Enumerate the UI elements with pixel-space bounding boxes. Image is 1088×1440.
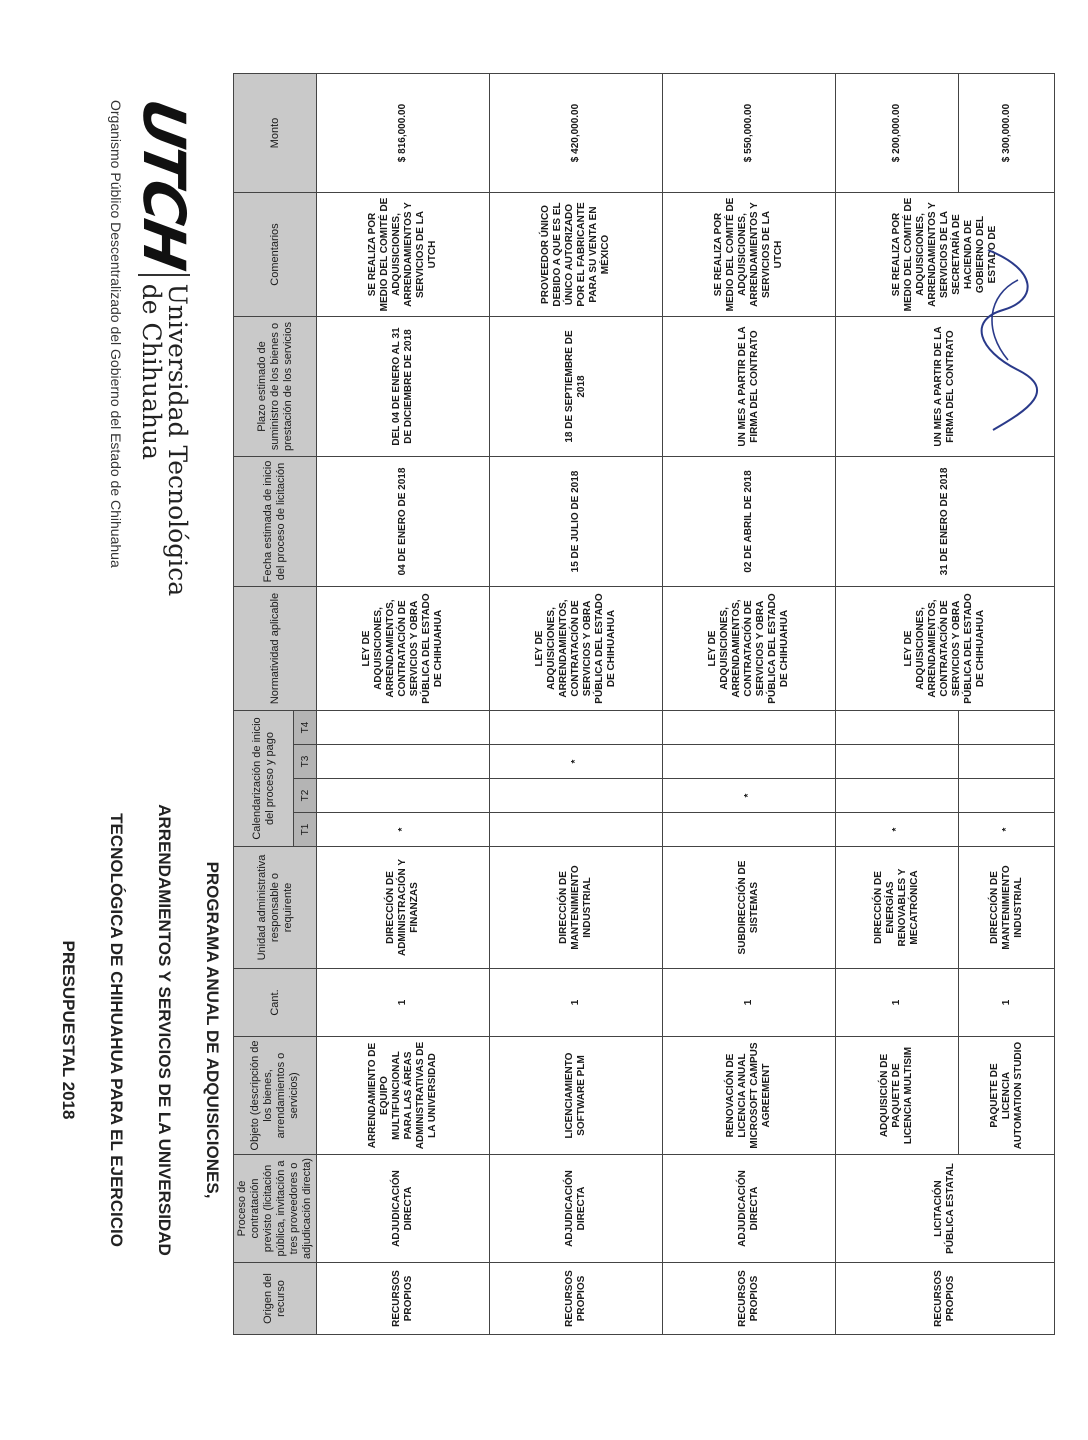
cell-origen: RECURSOS PROPIOS xyxy=(662,1263,835,1335)
header-fecha: Fecha estimada de inicio del proceso de licitación xyxy=(234,457,317,587)
cell-t3 xyxy=(959,745,1055,779)
procurement-table xyxy=(233,73,1055,1335)
cell-comentarios: SE REALIZA POR MEDIO DEL COMITÉ DE ADQUISICIONES, ARRENDAMIENTOS Y SERVICIOS DE LA UTCH xyxy=(662,193,835,317)
table-row xyxy=(317,74,490,1335)
cell-t2 xyxy=(835,779,959,813)
cell-proceso: LICITACIÓN PÚBLICA ESTATAL xyxy=(835,1155,1054,1263)
header-monto: Monto xyxy=(234,74,317,193)
cell-unidad: DIRECCIÓN DE ENERGÍAS RENOVABLES Y MECATRÓNICA xyxy=(835,847,959,969)
cell-t2: * xyxy=(662,779,835,813)
header-t2: T2 xyxy=(294,779,317,813)
logo-divider xyxy=(138,274,190,276)
cell-t4 xyxy=(662,711,835,745)
cell-normatividad: LEY DE ADQUISICIONES, ARRENDAMIENTOS, CONTRATACIÓN DE SERVICIOS Y OBRA PÚBLICA DEL ESTADO DE CHIHUAHUA xyxy=(835,587,1054,711)
header-cantidad: Cant. xyxy=(234,969,317,1037)
cell-t3 xyxy=(317,745,490,779)
cell-t3 xyxy=(662,745,835,779)
cell-unidad: DIRECCIÓN DE ADMINISTRACIÓN Y FINANZAS xyxy=(317,847,490,969)
cell-t2 xyxy=(489,779,662,813)
title-line-3: TECNOLÓGICA DE CHIHUAHUA PARA EL EJERCICIO xyxy=(107,813,126,1247)
cell-monto: $ 300,000.00 xyxy=(959,74,1055,193)
university-name-line1: Universidad Tecnológica xyxy=(163,283,192,597)
cell-comentarios: SE REALIZA POR MEDIO DEL COMITÉ DE ADQUISICIONES, ARRENDAMIENTOS Y SERVICIOS DE LA UTCH xyxy=(317,193,490,317)
cell-unidad: DIRECCIÓN DE MANTENIMIENTO INDUSTRIAL xyxy=(959,847,1055,969)
header-normatividad: Normatividad aplicable xyxy=(234,587,317,711)
cell-monto: $ 200,000.00 xyxy=(835,74,959,193)
cell-t4 xyxy=(489,711,662,745)
cell-comentarios: PROVEEDOR ÚNICO DEBIDO A QUE ES EL ÚNICO AUTORIZADO POR EL FABRICANTE PARA SU VENTA EN MÉXICO xyxy=(489,193,662,317)
cell-t3: * xyxy=(489,745,662,779)
header-proceso: Proceso de contratación previsto (licitación pública, invitación a tres proveedores o adjudicación directa) xyxy=(234,1155,317,1263)
cell-normatividad: LEY DE ADQUISICIONES, ARRENDAMIENTOS, CONTRATACIÓN DE SERVICIOS Y OBRA PÚBLICA DEL ESTADO DE CHIHUAHUA xyxy=(317,587,490,711)
cell-cantidad: 1 xyxy=(317,969,490,1037)
cell-normatividad: LEY DE ADQUISICIONES, ARRENDAMIENTOS, CONTRATACIÓN DE SERVICIOS Y OBRA PÚBLICA DEL ESTADO DE CHIHUAHUA xyxy=(662,587,835,711)
cell-t2 xyxy=(959,779,1055,813)
cell-fecha: 02 DE ABRIL DE 2018 xyxy=(662,457,835,587)
cell-t1: * xyxy=(959,813,1055,847)
cell-comentarios: SE REALIZA POR MEDIO DEL COMITÉ DE ADQUISICIONES, ARRENDAMIENTOS Y SERVICIOS DE LA SECRETARÍA DE HACIENDA DE GOBIERNO DEL ESTADO DE xyxy=(835,193,1054,317)
cell-t4 xyxy=(959,711,1055,745)
cell-t3 xyxy=(835,745,959,779)
cell-monto: $ 816,000.00 xyxy=(317,74,490,193)
cell-unidad: DIRECCIÓN DE MANTENIMIENTO INDUSTRIAL xyxy=(489,847,662,969)
cell-proceso: ADJUDICACIÓN DIRECTA xyxy=(662,1155,835,1263)
cell-objeto: LICENCIAMIENTO SOFTWARE PLM xyxy=(489,1037,662,1155)
cell-plazo: UN MES A PARTIR DE LA FIRMA DEL CONTRATO xyxy=(835,317,1054,457)
table-row xyxy=(835,74,959,1335)
header-origen: Origen del recurso xyxy=(234,1263,317,1335)
cell-monto: $ 550,000.00 xyxy=(662,74,835,193)
header-calendarizacion: Calendarización de inicio del proceso y pago xyxy=(234,711,294,847)
cell-proceso: ADJUDICACIÓN DIRECTA xyxy=(489,1155,662,1263)
header-objeto: Objeto (descripción de los bienes, arrendamientos o servicios) xyxy=(234,1037,317,1155)
title-line-1: PROGRAMA ANUAL DE ADQUISICIONES, xyxy=(203,861,222,1199)
header-t1: T1 xyxy=(294,813,317,847)
cell-cantidad: 1 xyxy=(662,969,835,1037)
cell-origen: RECURSOS PROPIOS xyxy=(489,1263,662,1335)
table-row xyxy=(662,74,835,1335)
cell-cantidad: 1 xyxy=(959,969,1055,1037)
cell-t2 xyxy=(317,779,490,813)
header-t3: T3 xyxy=(294,745,317,779)
cell-origen: RECURSOS PROPIOS xyxy=(835,1263,1054,1335)
cell-t4 xyxy=(835,711,959,745)
cell-objeto: ARRENDAMIENTO DE EQUIPO MULTIFUNCIONAL PARA LAS ÁREAS ADMINISTRATIVAS DE LA UNIVERSIDAD xyxy=(317,1037,490,1155)
cell-plazo: DEL 04 DE ENERO AL 31 DE DICIEMBRE DE 2018 xyxy=(317,317,490,457)
cell-normatividad: LEY DE ADQUISICIONES, ARRENDAMIENTOS, CONTRATACIÓN DE SERVICIOS Y OBRA PÚBLICA DEL ESTADO DE CHIHUAHUA xyxy=(489,587,662,711)
header-comentarios: Comentarios xyxy=(234,193,317,317)
cell-fecha: 04 DE ENERO DE 2018 xyxy=(317,457,490,587)
cell-objeto: ADQUISICIÓN DE PAQUETE DE LICENCIA MULTISIM xyxy=(835,1037,959,1155)
university-name-line2: de Chihuahua xyxy=(137,283,166,460)
cell-t1: * xyxy=(835,813,959,847)
cell-fecha: 15 DE JULIO DE 2018 xyxy=(489,457,662,587)
organization-subtitle: Organismo Público Descentralizado del Gobierno del Estado de Chihuahua xyxy=(108,100,124,568)
document-title xyxy=(32,620,248,1440)
cell-cantidad: 1 xyxy=(835,969,959,1037)
cell-t1: * xyxy=(317,813,490,847)
cell-t1 xyxy=(489,813,662,847)
cell-objeto: PAQUETE DE LICENCIA AUTOMATION STUDIO xyxy=(959,1037,1055,1155)
title-line-2: ARRENDAMIENTOS Y SERVICIOS DE LA UNIVERSIDAD xyxy=(155,804,174,1256)
cell-monto: $ 420,000.00 xyxy=(489,74,662,193)
logo-mark: UTCH xyxy=(130,94,198,272)
cell-objeto: RENOVACIÓN DE LICENCIA ANUAL MICROSOFT CAMPUS AGREEMENT xyxy=(662,1037,835,1155)
cell-fecha: 31 DE ENERO DE 2018 xyxy=(835,457,1054,587)
university-name xyxy=(138,284,190,596)
cell-cantidad: 1 xyxy=(489,969,662,1037)
title-line-4: PRESUPUESTAL 2018 xyxy=(59,940,78,1120)
header-row xyxy=(234,74,294,1335)
header-t4: T4 xyxy=(294,711,317,745)
university-logo xyxy=(130,94,198,597)
cell-proceso: ADJUDICACIÓN DIRECTA xyxy=(317,1155,490,1263)
cell-origen: RECURSOS PROPIOS xyxy=(317,1263,490,1335)
cell-t4 xyxy=(317,711,490,745)
header-unidad: Unidad administrativa responsable o requirente xyxy=(234,847,317,969)
cell-t1 xyxy=(662,813,835,847)
cell-plazo: UN MES A PARTIR DE LA FIRMA DEL CONTRATO xyxy=(662,317,835,457)
handwritten-signature xyxy=(968,240,1048,440)
cell-unidad: SUBDIRECCIÓN DE SISTEMAS xyxy=(662,847,835,969)
table-row xyxy=(489,74,662,1335)
header-plazo: Plazo estimado de suministro de los bienes o prestación de los servicios xyxy=(234,317,317,457)
cell-plazo: 18 DE SEPTIEMBRE DE 2018 xyxy=(489,317,662,457)
